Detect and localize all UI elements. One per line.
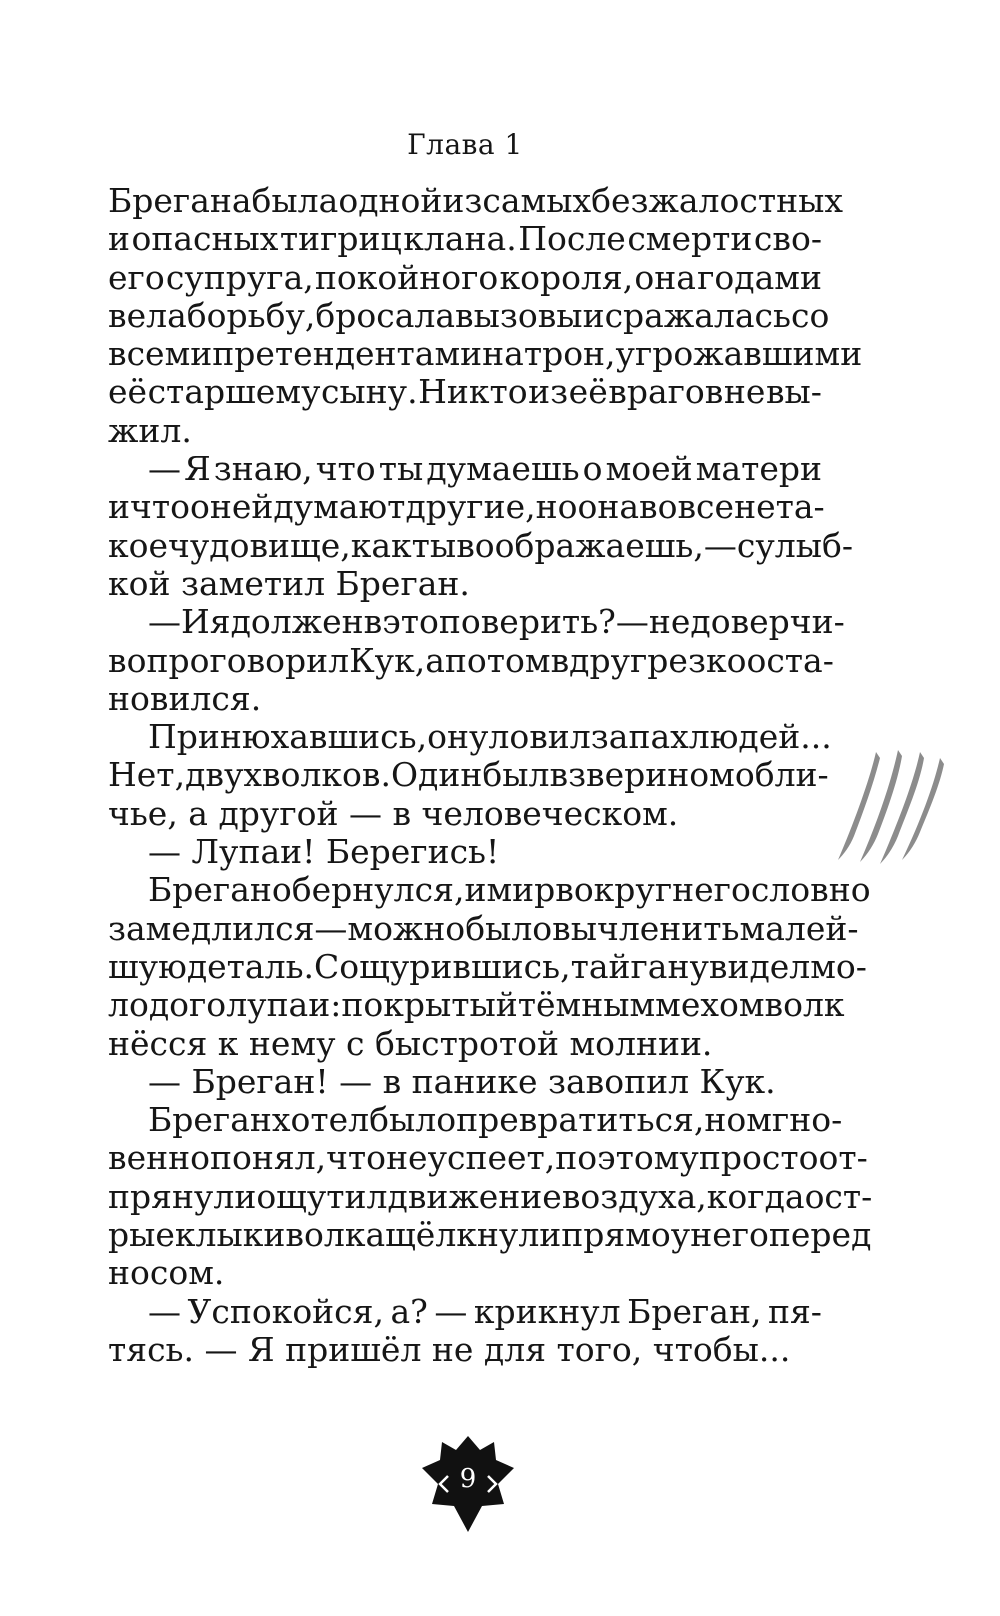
text-line: её старшему сыну. Никто из её врагов не вы- bbox=[108, 372, 822, 412]
text-line: всеми претендентами на трон, угрожавшими bbox=[108, 334, 863, 374]
text-line: — И я должен в это поверить? — недоверчи- bbox=[148, 602, 845, 642]
text-line: лодого лупаи: покрытый тёмным мехом волк bbox=[108, 985, 845, 1025]
text-line: — Успокойся, а? — крикнул Бреган, пя- bbox=[148, 1291, 822, 1331]
page-number: 9 bbox=[459, 1464, 477, 1494]
text-line: нёсся к нему с быстротой молнии. bbox=[108, 1023, 713, 1063]
text-line: Принюхавшись, он уловил запах людей... bbox=[148, 717, 832, 757]
text-line: чье, а другой — в человеческом. bbox=[108, 793, 679, 833]
text-line: Брегана была одной из самых безжалостных bbox=[108, 181, 843, 220]
text-line: — Я знаю, что ты думаешь о моей матери bbox=[148, 449, 822, 489]
text-line: жил. bbox=[108, 410, 192, 450]
text-line: во проговорил Кук, а потом вдруг резко оста- bbox=[108, 640, 834, 680]
text-line: новился. bbox=[108, 678, 262, 718]
text-line: — Бреган! — в панике завопил Кук. bbox=[148, 1061, 776, 1101]
text-line: замедлился — можно было вычленить малей- bbox=[108, 908, 859, 948]
text-line: Бреган хотел было превратиться, но мгно- bbox=[148, 1100, 843, 1140]
text-line: шую деталь. Сощурившись, тайган увидел мо- bbox=[108, 946, 867, 986]
text-line: и что о ней думают другие, но она вовсе не та- bbox=[108, 487, 825, 527]
text-line: вела борьбу, бросала вызовы и сражалась со bbox=[108, 295, 830, 335]
text-line: кой заметил Бреган. bbox=[108, 563, 470, 603]
text-line: Бреган обернулся, и мир вокруг него словно bbox=[148, 870, 871, 910]
body-text bbox=[108, 181, 873, 1369]
text-line: и опасных тигриц клана. После смерти сво- bbox=[108, 219, 822, 259]
text-line: — Лупаи! Берегись! bbox=[148, 832, 500, 872]
text-line: Нет, двух волков. Один был в зверином обли- bbox=[108, 755, 829, 795]
text-line: кое чудовище, как ты воображаешь, — с улыб- bbox=[108, 525, 854, 565]
text-line: носом. bbox=[108, 1253, 225, 1293]
claw-marks-icon bbox=[836, 748, 946, 868]
text-line: его супруга, покойного короля, она годами bbox=[108, 257, 822, 297]
text-line: рые клыки волка щёлкнули прямо у него перед bbox=[108, 1215, 872, 1255]
text-line: венно понял, что не успеет, поэтому просто от- bbox=[108, 1138, 868, 1178]
text-line: тясь. — Я пришёл не для того, чтобы... bbox=[108, 1329, 791, 1369]
text-line: прянул и ощутил движение воздуха, когда ост- bbox=[108, 1176, 873, 1216]
chapter-header: Глава 1 bbox=[407, 128, 523, 161]
page-number-badge bbox=[418, 1434, 518, 1534]
